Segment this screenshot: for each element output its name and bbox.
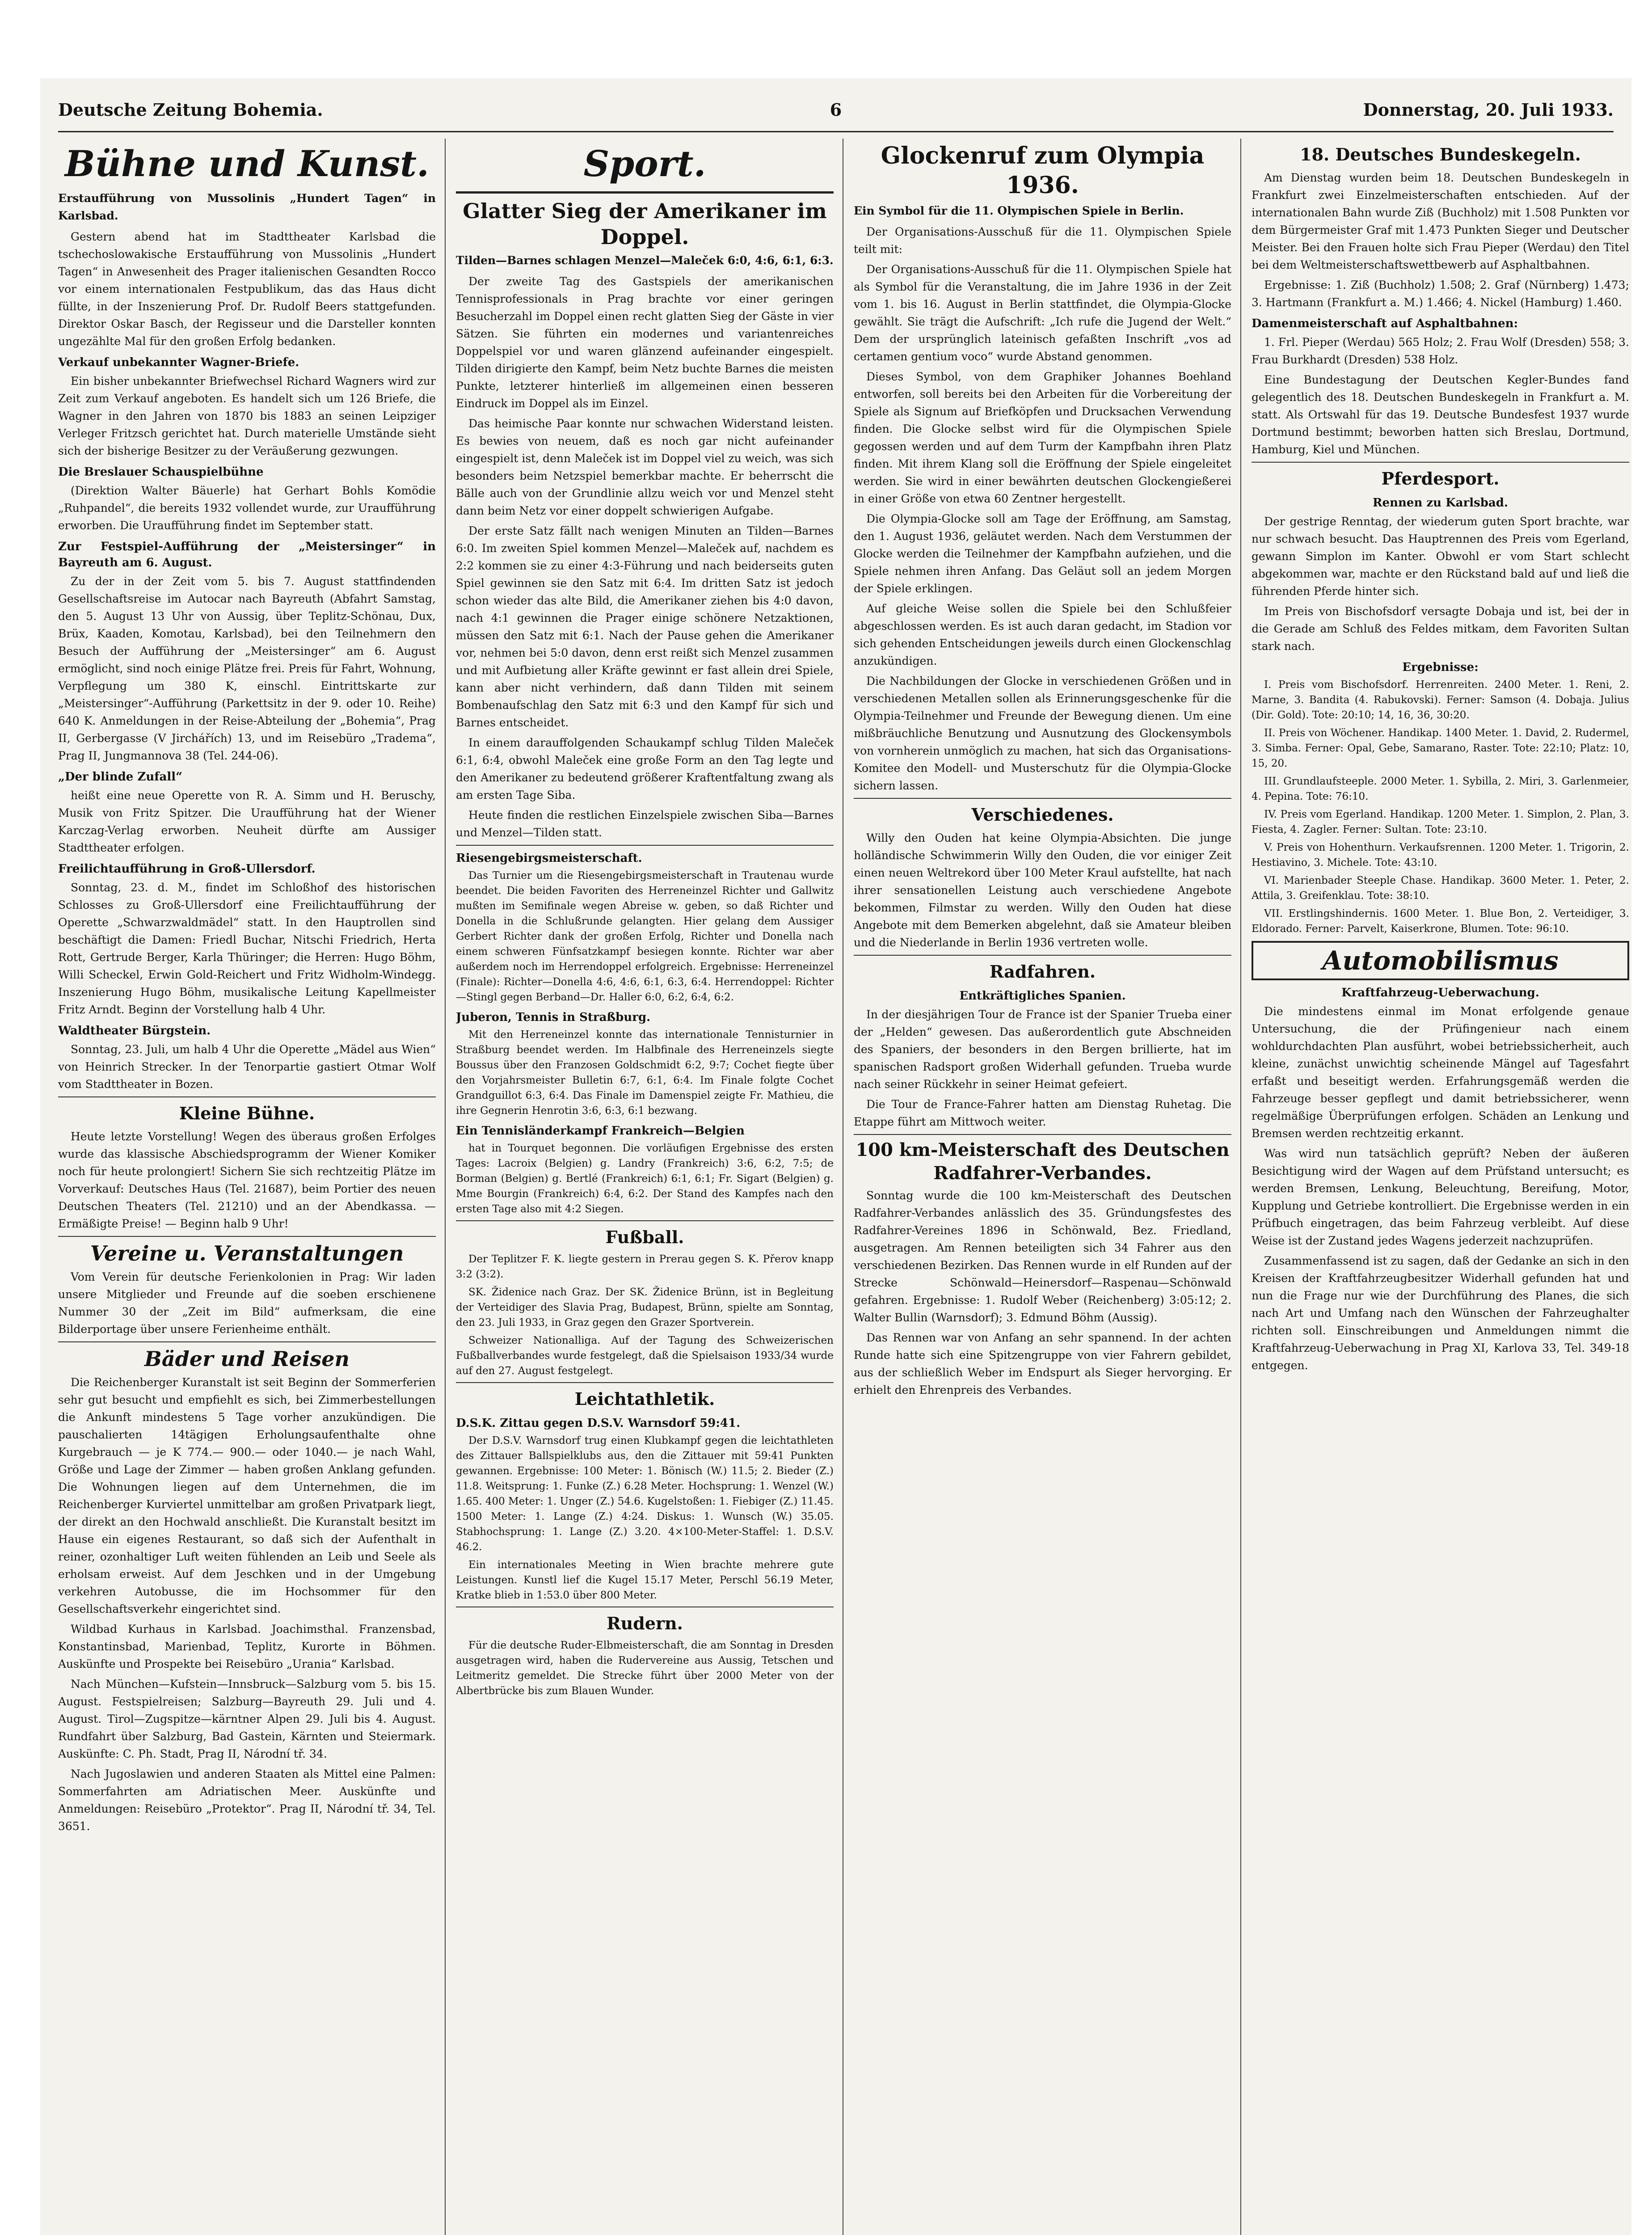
article-headline: Entkräftigliches Spanien.	[959, 989, 1126, 1003]
article-headline: „Der blinde Zufall“	[58, 770, 183, 784]
results-headline: Ergebnisse:	[1402, 661, 1479, 674]
article-text: Ein bisher unbekannter Briefwechsel Richard Wagners wird zur Zeit zum Verkauf angeboten. Es handelt sich um 126 Briefe, die Wagner in den Jahren von 1870 bis 1883 an seinen Leipziger Verleger Fritzsch gerichtet hat. Durch materielle Umstände sieht sich der bisherige Besitzer zu der Veräußerung gezwungen.	[58, 375, 436, 457]
issue-date: Donnerstag, 20. Juli 1933.	[1363, 100, 1614, 120]
article-headline: Rennen zu Karlsbad.	[1372, 496, 1509, 510]
article-text: Im Preis von Bischofsdorf versagte Dobaja und ist, bei der in die Gerade am Schluß des Feldes mitkam, dem Favoriten Sultan stark nach.	[1252, 605, 1629, 653]
column-culture	[58, 139, 436, 2235]
section-rule	[854, 798, 1231, 799]
article-headline: 100 km-Meisterschaft des Deutschen Radfahrer-Verbandes.	[856, 1139, 1230, 1184]
column-divider	[1240, 139, 1241, 2235]
article-text: Der Organisations-Ausschuß für die 11. Olympischen Spiele teilt mit:	[854, 225, 1231, 256]
article-text: Für die deutsche Ruder-Elbmeisterschaft, die am Sonntag in Dresden ausgetragen wird, haben die Rudervereine aus Aussig, Tetschen und Leitmeritz gemeldet. Die Strecke führt über 2000 Meter von der Albertbrücke bis zum Blauen Wunder.	[456, 1640, 834, 1697]
article-text: Das heimische Paar konnte nur schwachen Widerstand leisten. Es bewies von neuem, daß es noch gar nicht aufeinander eingespielt ist, denn Maleček ist im Doppel viel zu weich, was sich besonders beim Netzspiel bemerkbar machte. Er beherrscht die Bälle auch von der Grundlinie allzu weich vor und Menzel steht dann beim Netz vor einer doppelt schwierigen Aufgabe.	[456, 417, 834, 517]
race-result: IV. Preis vom Egerland. Handikap. 1200 Meter. 1. Simplon, 2. Plan, 3. Fiesta, 4. Zagler. Ferner: Sultan. Tote: 23:10.	[1252, 809, 1629, 835]
article-headline: Glatter Sieg der Amerikaner im Doppel.	[463, 199, 827, 249]
section-rule	[456, 1382, 834, 1383]
article-headline: Riesengebirgsmeisterschaft.	[456, 852, 642, 865]
article-headline: Verkauf unbekannter Wagner-Briefe.	[58, 356, 299, 369]
article-text: Der erste Satz fällt nach wenigen Minuten an Tilden—Barnes 6:0. Im zweiten Spiel kommen Menzel—Maleček auf, nachdem es 2:2 kommen sie zu einer 4:3-Führung und nach beiderseits guten Spiel gewinnen sie den Satz mit 6:4. Im dritten Satz ist jedoch schon wieder das alte Bild, die Amerikaner ziehen bis 4:0 davon, nach 4:1 gewinnen die Prager einige schönere Netzaktionen, müssen den Satz mit 6:1. Nach der Pause gehen die Amerikaner vor, nehmen bei 5:0 davon, denn erst reißt sich Menzel zusammen und mit Aufbietung aller Kräfte gewinnt er fast allein drei Spiele, kann aber nicht verhindern, daß dann Tilden mit seinem Bombenaufschlag den Satz mit 6:3 und den Kampf für sich und Barnes entscheidet.	[456, 524, 834, 729]
page-header	[58, 95, 1614, 127]
article-rule	[854, 1134, 1231, 1135]
article-text: Ergebnisse: 1. Ziß (Buchholz) 1.508; 2. Graf (Nürnberg) 1.473; 3. Hartmann (Frankfurt a. M.) 1.466; 4. Nickel (Hamburg) 1.460.	[1252, 278, 1629, 309]
article-text: Auf gleiche Weise sollen die Spiele bei den Schlußfeier abgeschlossen werden. Es ist auch daran gedacht, im Stadion vor sich gehenden Entscheidungen jeweils durch einen Glockenschlag anzukündigen.	[854, 602, 1231, 667]
article-text: Dieses Symbol, von dem Graphiker Johannes Boehland entworfen, soll bereits bei den Arbeiten für die Vorbereitung der Spiele als Signum auf Briefköpfen und Drucksachen Verwendung finden. Die Glocke selbst wird für die Olympischen Spiele gegossen werden und auf dem Turm der Kampfbahn ihren Platz finden. Mit ihrem Klang soll die Eröffnung der Spiele eingeleitet werden. Sie wird in einer bewährten deutschen Glockengießerei in einer Größe von etwa 60 Zentner hergestellt.	[854, 370, 1231, 505]
article-text: Das Turnier um die Riesengebirgsmeisterschaft in Trautenau wurde beendet. Die beiden Favoriten des Herreneinzel Richter und Gallwitz mußten im Semifinale wegen Abreise w. geben, so daß Richter und Donella in die Schlußrunde gelangten. Hier gelang dem Aussiger Gerbert Richter dank der großen Erfolg, Richter und Donella nach einem schweren Fünfsatzkampf besiegen konnte. Richter war aber außerdem noch im Herrendoppel erfolgreich. Ergebnisse: Herreneinzel (Finale): Richter—Donella 4:6, 4:6, 6:1, 6:3, 6:4. Herrendoppel: Richter—Stingl gegen Berband—Dr. Haller 6:0, 6:2, 6:4, 6:2.	[456, 870, 834, 1003]
article-text: (Direktion Walter Bäuerle) hat Gerhart Bohls Komödie „Ruhpandel“, die bereits 1932 vollendet wurde, zur Uraufführung erworben. Die Uraufführung findet im September statt.	[58, 484, 436, 532]
article-text: Die Reichenberger Kuranstalt ist seit Beginn der Sommerferien sehr gut besucht und empfiehlt es sich, bei Zimmerbestellungen die Ankunft mindestens 5 Tage vorher anzukündigen. Die pauschalierten 14tägigen Erholungsaufenthalte ohne Kurgebrauch — je K 774.— 900.— oder 1040.— je nach Wahl, Größe und Lage der Zimmer — haben großen Anklang gefunden. Die Wohnungen liegen auf dem Unternehmen, die im Reichenberger Kurviertel unmittelbar am großen Privatpark liegt, der direkt an den Hochwald anschließt. Die Kuranstalt besitzt im Hause ein eigenes Restaurant, so daß sich der Aufenthalt in reiner, ozonhaltiger Luft weiten fühlenden an Leib und Seele als erholsam erweist. Auf dem Jeschken und in der Umgebung verkehren Autobusse, die im Hochsommer für den Gesellschaftsverkehr eingerichtet sind.	[58, 1376, 436, 1615]
race-result: II. Preis von Wöchener. Handikap. 1400 Meter. 1. David, 2. Rudermel, 3. Simba. Ferner: Opal, Gebe, Samarano, Raster. Tote: 22:10; Platz: 10, 15, 20.	[1252, 727, 1629, 769]
column-olympia	[854, 139, 1231, 2235]
article-text: Ein internationales Meeting in Wien brachte mehrere gute Leistungen. Kunstl lief die Kugel 15.17 Meter, Perschl 56.19 Meter, Kratke blieb in 1:53.0 über 800 Meter.	[456, 1559, 834, 1601]
section-subtitle: Rudern.	[607, 1613, 683, 1633]
race-result: V. Preis von Hohenthurn. Verkaufsrennen. 1200 Meter. 1. Trigorin, 2. Hestiavino, 3. Michele. Tote: 43:10.	[1252, 842, 1629, 869]
article-headline: Waldtheater Bürgstein.	[58, 1024, 211, 1037]
article-subheadline: Ein Symbol für die 11. Olympischen Spiele in Berlin.	[854, 204, 1184, 217]
race-result: III. Grundlaufsteeple. 2000 Meter. 1. Sybilla, 2. Miri, 3. Garlenmeier, 4. Pepina. Tote: 76:10.	[1252, 776, 1629, 802]
article-text: Vom Verein für deutsche Ferienkolonien in Prag: Wir laden unsere Mitglieder und Freunde auf die soeben erschienene Nummer 30 der „Zeit im Bild“ aufmerksam, die eine Bilderportage über unsere Ferienheime enthält.	[58, 1270, 436, 1336]
article-text: Der zweite Tag des Gastspiels der amerikanischen Tennisprofessionals in Prag brachte vor einer geringen Besucherzahl im Doppel einen recht glatten Sieg der Gäste in vier Sätzen. Sie führten ein modernes und variantenreiches Doppelspiel vor und waren glänzend aufeinander eingespielt. Tilden dirigierte den Kampf, beim Netz buchte Barnes die meisten Punkte, letzterer hinterließ im allgemeinen einen besseren Eindruck im Doppel als im Einzel.	[456, 275, 834, 410]
section-title: Bühne und Kunst.	[65, 143, 429, 185]
article-text: Die Nachbildungen der Glocke in verschiedenen Größen und in verschiedenen Metallen sollen als Erinnerungsgeschenke für die Olympia-Teilnehmer und Freunde der Bewegung dienen. Um eine mißbräuchliche Benutzung und Ausnutzung des Glockensymbols von vornherein unmöglich zu machen, hat sich das Organisations-Komitee den Modell- und Musterschutz für die Olympia-Glocke sichern lassen.	[854, 675, 1231, 792]
article-text: Sonntag wurde die 100 km-Meisterschaft des Deutschen Radfahrer-Verbandes anlässlich des 35. Gründungsfestes des Radfahrer-Vereines 1896 in Schönwald, Bez. Friedland, ausgetragen. Am Rennen beteiligten sich 34 Fahrer aus den verschiedenen Bezirken. Das Rennen wurde in elf Runden auf der Strecke Schönwald—Heinersdorf—Raspenau—Schönwald gefahren. Ergebnisse: 1. Rudolf Weber (Reichenberg) 3:05:12; 2. Walter Bullin (Warnsdorf); 3. Edmund Böhm (Aussig).	[854, 1189, 1231, 1324]
section-rule	[456, 1220, 834, 1221]
article-text: Zusammenfassend ist zu sagen, daß der Gedanke an sich in den Kreisen der Kraftfahrzeugbesitzer Widerhall gefunden hat und nun die Frage nur wie der Durchführung des Planes, die sich nach Art und Umfang nach den Wünschen der Fahrzeughalter richten soll. Einschreibungen und Anmeldungen nimmt die Kraftfahrzeug-Ueberwachung in Prag XI, Karlova 33, Tel. 349-18 entgegen.	[1252, 1254, 1629, 1372]
section-rule	[1252, 462, 1629, 463]
article-text: Heute letzte Vorstellung! Wegen des überaus großen Erfolges wurde das klassische Abschiedsprogramm der Wiener Komiker noch für heute prolongiert! Sichern Sie sich rechtzeitig Plätze im Vorverkauf: Deutsches Haus (Tel. 21687), beim Portier des neuen Deutschen Theaters (Tel. 21210) und an der Abendkassa. — Ermäßigte Preise! — Beginn halb 9 Uhr!	[58, 1130, 436, 1230]
header-rule	[58, 131, 1614, 132]
article-headline: Erstaufführung von Mussolinis „Hundert Tagen“ in Karlsbad.	[58, 192, 436, 222]
article-headline: Ein Tennisländerkampf Frankreich—Belgien	[456, 1124, 745, 1138]
article-title: Glockenruf zum Olympia 1936.	[881, 142, 1205, 199]
article-text: Die Olympia-Glocke soll am Tage der Eröffnung, am Samstag, den 1. August 1936, geläutet werden. Nach dem Verstummen der Glocke werden die Teilnehmer der Kampfbahn aufziehen, und die Spiele nehmen ihren Anfang. Das Geläut soll an jedem Morgen der Spiele erklingen.	[854, 512, 1231, 595]
article-text: SK. Židenice nach Graz. Der SK. Židenice Brünn, ist in Begleitung der Verteidiger des Slavia Prag, Budapest, Brünn, spielte am Sonntag, den 23. Juli 1933, in Graz gegen den Grazer Sportverein.	[456, 1286, 834, 1328]
article-text: heißt eine neue Operette von R. A. Simm und H. Beruschy, Musik von Fritz Spitzer. Die Uraufführung hat der Wiener Karczag-Verlag erworben. Neuheit dürfte am Aussiger Stadttheater erfolgen.	[58, 789, 436, 854]
article-headline: Freilichtaufführung in Groß-Ullersdorf.	[58, 862, 316, 876]
section-title: Sport.	[583, 143, 706, 185]
article-text: Die Tour de France-Fahrer hatten am Dienstag Ruhetag. Die Etappe führt am Mittwoch weiter.	[854, 1098, 1231, 1128]
article-text: Am Dienstag wurden beim 18. Deutschen Bundeskegeln in Frankfurt zwei Einzelmeisterschaften entschieden. Auf der internationalen Bahn wurde Ziß (Buchholz) mit 1.508 Punkten vor dem Bürgermeister Graf mit 1.473 Punkten Sieger und Deutscher Meister. Bei den Frauen holte sich Frau Pieper (Werdau) den Titel bei dem Weltmeisterschaftswettbewerb auf Asphaltbahnen.	[1252, 171, 1629, 271]
section-subtitle: Kleine Bühne.	[179, 1103, 315, 1123]
article-headline: D.S.K. Zittau gegen D.S.V. Warnsdorf 59:41.	[456, 1417, 741, 1430]
article-text: Was wird nun tatsächlich geprüft? Neben der äußeren Besichtigung wird der Wagen auf dem Prüfstand untersucht; es werden Bremsen, Lenkung, Beleuchtung, Bereifung, Motor, Kupplung und Getriebe kontrolliert. Die Ergebnisse werden in ein Prüfbuch eingetragen, das beim Fahrzeug verbleibt. Auf diese Weise ist der Zustand jedes Wagens jederzeit nachzuprüfen.	[1252, 1147, 1629, 1247]
article-text: Mit den Herreneinzel konnte das internationale Tennisturnier in Straßburg beendet werden. Im Halbfinale des Herreneinzels siegte Boussus über den Franzosen Goldschmidt 6:2, 9:7; Cochet fiegte über den Vorjahrsmeister Bulletin 6:7, 6:1, 6:4. Im Finale folgte Cochet Grandguillot 6:3, 6:4. Das Finale im Damenspiel zeigte Fr. Mathieu, die ihre Gegnerin Henrotin 3:6, 6:3, 6:1 bezwang.	[456, 1029, 834, 1117]
article-rule	[456, 845, 834, 846]
article-headline: Kraftfahrzeug-Ueberwachung.	[1341, 986, 1539, 999]
section-subtitle: Pferdesport.	[1381, 468, 1500, 489]
newspaper-page	[40, 78, 1631, 2235]
article-text: Heute finden die restlichen Einzelspiele zwischen Siba—Barnes und Menzel—Tilden statt.	[456, 809, 834, 839]
column-sports-motoring	[1252, 139, 1629, 2235]
article-headline: Die Breslauer Schauspielbühne	[58, 465, 264, 479]
section-subtitle: Verschiedenes.	[971, 805, 1114, 825]
article-text: In einem darauffolgenden Schaukampf schlug Tilden Maleček 6:1, 6:4, obwohl Maleček eine große Form an den Tag legte und den Amerikaner zu bedeutend größerer Kraftentfaltung zwang als am ersten Tage Siba.	[456, 736, 834, 801]
article-text: hat in Tourquet begonnen. Die vorläufigen Ergebnisse des ersten Tages: Lacroix (Belgien) g. Landry (Frankreich) 3:6, 6:2, 7:5; de Borman (Belgien) g. Bertlé (Frankreich) 6:1, 6:1; Fr. Sigart (Belgien) g. Mme Bourgin (Frankreich) 6:4, 6:2. Der Stand des Kampfes nach den ersten Tage also mit 4:2 Siegen.	[456, 1143, 834, 1215]
article-text: Eine Bundestagung der Deutschen Kegler-Bundes fand gelegentlich des 18. Deutschen Bundeskegeln in Frankfurt a. M. statt. Als Ortswahl für das 19. Deutsche Bundesfest 1937 wurde Dortmund bestimmt; beworben hatten sich Breslau, Dortmund, Hamburg, Kiel und München.	[1252, 373, 1629, 456]
race-result: VI. Marienbader Steeple Chase. Handikap. 3600 Meter. 1. Peter, 2. Attila, 3. Greifenklau. Tote: 38:10.	[1252, 875, 1629, 902]
article-text: Schweizer Nationalliga. Auf der Tagung des Schweizerischen Fußballverbandes wurde festgelegt, daß die Spielsaison 1933/34 wurde auf den 27. August festgelegt.	[456, 1335, 834, 1377]
section-rule	[58, 1236, 436, 1237]
article-text: Sonntag, 23. Juli, um halb 4 Uhr die Operette „Mädel aus Wien“ von Heinrich Strecker. In der Tenorpartie gastiert Otmar Wolf vom Stadttheater in Bozen.	[58, 1043, 436, 1091]
section-subtitle: Radfahren.	[989, 961, 1096, 982]
article-text: In der diesjährigen Tour de France ist der Spanier Trueba einer der „Helden“ gewesen. Das außerordentlich gute Abschneiden des Spaniers, der besonders in den Bergen brillierte, hat im spanischen Radsport großen Widerhall gefunden. Trueba wurde nach seiner Rückkehr in seiner Heimat gefeiert.	[854, 1008, 1231, 1091]
section-subtitle: Leichtathletik.	[574, 1389, 715, 1409]
section-rule	[58, 1341, 436, 1342]
article-text: Nach Jugoslawien und anderen Staaten als Mittel eine Palmen: Sommerfahrten am Adriatischen Meer. Auskünfte und Anmeldungen: Reisebüro „Protektor“. Prag II, Národní tř. 34, Tel. 3651.	[58, 1767, 436, 1833]
article-text: Nach München—Kufstein—Innsbruck—Salzburg vom 5. bis 15. August. Festspielreisen; Salzburg—Bayreuth 29. Juli und 4. August. Tirol—Zugspitze—kärntner Alpen 29. Juli bis 4. August. Rundfahrt über Salzburg, Bad Gastein, Kärnten und Steiermark. Auskünfte: C. Ph. Stadt, Prag II, Národní tř. 34.	[58, 1678, 436, 1760]
article-text: 1. Frl. Pieper (Werdau) 565 Holz; 2. Frau Wolf (Dresden) 558; 3. Frau Burkhardt (Dresden) 538 Holz.	[1252, 336, 1629, 366]
article-text: Wildbad Kurhaus in Karlsbad. Joachimsthal. Franzensbad, Konstantinsbad, Marienbad, Teplitz, Kurorte in Böhmen. Auskünfte und Prospekte bei Reisebüro „Urania“ Karlsbad.	[58, 1623, 436, 1670]
article-text: Willy den Ouden hat keine Olympia-Absichten. Die junge holländische Schwimmerin Willy den Ouden, die vor einiger Zeit einen neuen Weltrekord über 100 Meter Kraul aufstellte, hat nach ihrer sensationellen Leistung auch verschiedene Angebote bekommen, Filmstar zu werden. Willy den Ouden hat diese Angebote mit dem Bemerken abgelehnt, daß sie Amateur bleiben und die Niederlande in Berlin 1936 vertreten wolle.	[854, 831, 1231, 949]
newspaper-name: Deutsche Zeitung Bohemia.	[58, 100, 323, 120]
section-rule	[456, 191, 834, 194]
article-text: Zu der in der Zeit vom 5. bis 7. August stattfindenden Gesellschaftsreise im Autocar nach Bayreuth (Abfahrt Samstag, den 5. August 13 Uhr von Aussig, über Teplitz-Schönau, Dux, Brüx, Kaaden, Komotau, Karlsbad), bei den Teilnehmern den Besuch der Aufführung der „Meistersinger“ am 6. August ermöglicht, sind noch einige Plätze frei. Preis für Fahrt, Wohnung, Verpflegung um 380 K, einschl. Eintrittskarte zur „Meistersinger“-Aufführung (Parkettsitz in der 9. oder 10. Reihe) 640 K. Anmeldungen in der Reise-Abteilung der „Bohemia“, Prag II, Gerbergasse (V Jirchářích) 13, und im Reisebüro „Tradema“, Prag II, Jungmannova 38 (Tel. 244-06).	[58, 575, 436, 762]
article-text: Sonntag, 23. d. M., findet im Schloßhof des historischen Schlosses zu Groß-Ullersdorf eine Freilichtaufführung der Operette „Schwarzwaldmädel“ statt. In den Hauptrollen sind beschäftigt die Damen: Friedl Buchar, Nitschi Friedrich, Herta Rott, Gertrude Berger, Karla Thüringer; die Herren: Hugo Böhm, Willi Scheckel, Erwin Gold-Reichert und Fritz Widholm-Windegg. Inszenierung Hugo Böhm, musikalische Leitung Kapellmeister Fritz Arndt. Beginn der Vorstellung halb 4 Uhr.	[58, 881, 436, 1016]
section-subtitle: Vereine u. Veranstaltungen	[90, 1241, 404, 1265]
article-text: Das Rennen war von Anfang an sehr spannend. In der achten Runde hatte sich eine Spitzengruppe von vier Fahrern gebildet, aus der schließlich Weber im Endspurt als Sieger hervorging. Er erhielt den Ehrenpreis des Verbandes.	[854, 1331, 1231, 1396]
article-headline: Juberon, Tennis in Straßburg.	[456, 1011, 651, 1024]
article-subheadline: Tilden—Barnes schlagen Menzel—Maleček 6:0, 4:6, 6:1, 6:3.	[456, 254, 834, 267]
page-number: 6	[830, 100, 842, 120]
column-divider	[445, 139, 446, 2235]
article-text: Der Teplitzer F. K. liegte gestern in Prerau gegen S. K. Přerov knapp 3:2 (3:2).	[456, 1253, 834, 1280]
article-text: Der gestrige Renntag, der wiederum guten Sport brachte, war nur schwach besucht. Das Hauptrennen des Preis vom Egerland, gewann Simplon im Kanter. Obwohl er vom Start schlecht abgekommen war, machte er den Rückstand bald auf und ließ die führenden Pferde hinter sich.	[1252, 515, 1629, 598]
article-headline: Zur Festspiel-Aufführung der „Meistersinger“ in Bayreuth am 6. August.	[58, 540, 436, 569]
section-subtitle: Bäder und Reisen	[144, 1347, 350, 1371]
column-sport	[456, 139, 834, 2235]
race-result: VII. Erstlingshindernis. 1600 Meter. 1. Blue Bon, 2. Verteidiger, 3. Eldorado. Ferner: Parvelt, Kaiserkrone, Blumen. Tote: 96:10.	[1252, 908, 1629, 935]
article-text: Der D.S.V. Warnsdorf trug einen Klubkampf gegen die leichtathleten des Zittauer Ballspielklubs aus, den die Zittauer mit 59:41 Punkten gewannen. Ergebnisse: 100 Meter: 1. Bönisch (W.) 11.5; 2. Bieder (Z.) 11.8. Weitsprung: 1. Funke (Z.) 6.28 Meter. Hochsprung: 1. Wenzel (W.) 1.65. 400 Meter: 1. Unger (Z.) 54.6. Kugelstoßen: 1. Fiebiger (Z.) 11.45. 1500 Meter: 1. Lange (Z.) 4:24. Diskus: 1. Wunsch (W.) 35.05. Stabhochsprung: 1. Lange (Z.) 3.20. 4×100-Meter-Staffel: 1. D.S.V. 46.2.	[456, 1435, 834, 1553]
article-headline: Damenmeisterschaft auf Asphaltbahnen:	[1252, 317, 1518, 330]
article-text: Die mindestens einmal im Monat erfolgende genaue Untersuchung, die der Prüfingenieur nach einem wohldurchdachten Plan ausführt, wobei betriebssicherheit, auch kleine, zunächst unwichtig scheinende Mängel auf Tagesfahrt erfaßt und beseitigt werden. Erfahrungsgemäß werden die Fahrzeuge besser gepflegt und damit betriebssicherer, wenn regelmäßige Überprüfungen erfolgen. Schäden an Lenkung und Bremsen werden rechtzeitig erkannt.	[1252, 1005, 1629, 1140]
section-rule	[58, 1096, 436, 1097]
article-text: Gestern abend hat im Stadttheater Karlsbad die tschechoslowakische Erstaufführung von Mussolinis „Hundert Tagen“ in Anwesenheit des Prager italienischen Gesandten Rocco vor einem internationalen Festpublikum, das das Haus dicht füllte, in der Inszenierung Prof. Dr. Rudolf Beers stattgefunden. Direktor Oskar Basch, der Regisseur und die Darsteller konnten ungezählte Mal für den großen Erfolg bedanken.	[58, 230, 436, 348]
section-subtitle: Fußball.	[605, 1227, 684, 1247]
section-rule	[854, 955, 1231, 956]
article-title: 18. Deutsches Bundeskegeln.	[1300, 144, 1581, 164]
race-result: I. Preis vom Bischofsdorf. Herrenreiten. 2400 Meter. 1. Reni, 2. Marne, 3. Bandita (4. Rabukovski). Ferner: Samson (4. Dobaja. Julius (Dir. Gold). Tote: 20:10; 14, 16, 36, 30:20.	[1252, 679, 1629, 721]
article-text: Der Organisations-Ausschuß für die 11. Olympischen Spiele hat als Symbol für die Veranstaltung, die im Jahre 1936 in der Zeit vom 1. bis 16. August in Berlin stattfindet, die Olympia-Glocke gewählt. Sie trägt die Aufschrift: „Ich rufe die Jugend der Welt.“ Dem der ursprünglich lateinisch gefaßten Inschrift „vos ad certamen gentium voco“ wurde Abstand genommen.	[854, 263, 1231, 363]
section-title-box: Automobilismus	[1252, 941, 1629, 980]
